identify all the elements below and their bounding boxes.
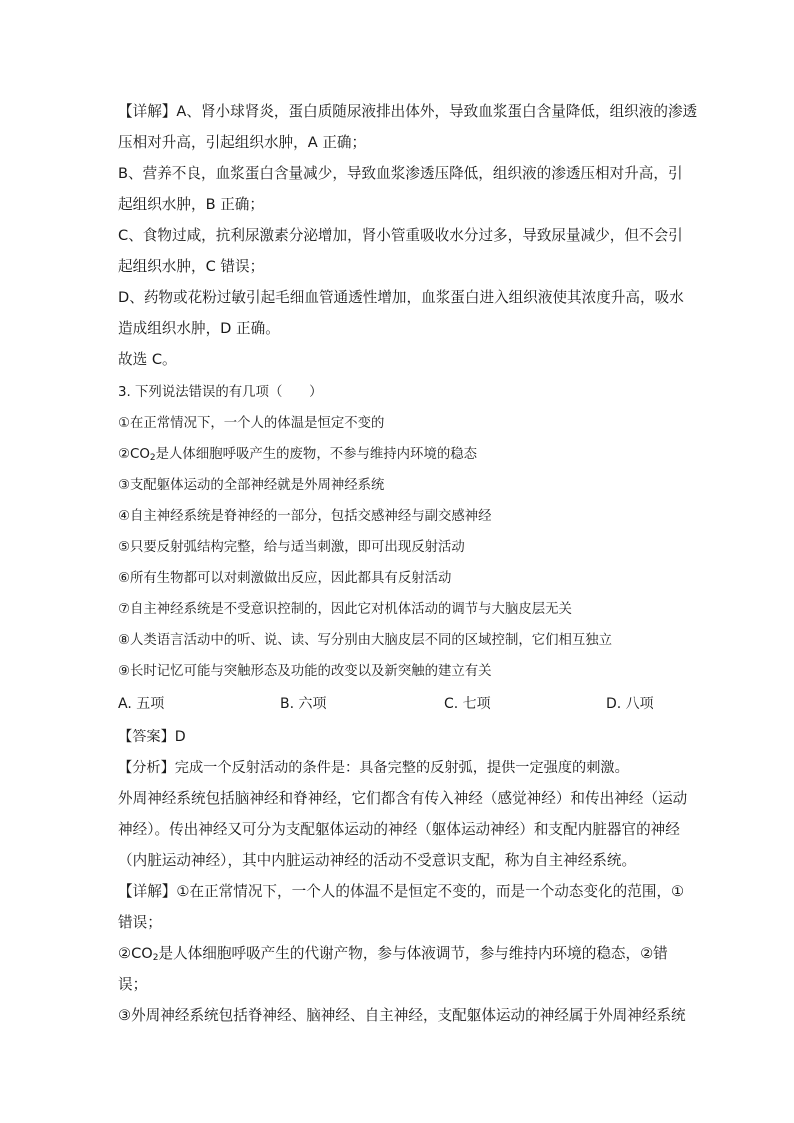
detail-line: C、食物过咸，抗利尿激素分泌增加，肾小管重吸收水分过多，导致尿量减少，但不会引 [118,227,683,244]
option-b: B. 六项 [280,696,327,712]
detail-line: 起组织水肿，C 错误； [118,258,265,275]
detail-line: 压相对升高，引起组织水肿，A 正确； [118,134,367,151]
option-c: C. 七项 [444,696,491,712]
statement-5: ⑤只要反射弧结构完整，给与适当刺激，即可出现反射活动 [118,540,465,555]
detail-line: 错误； [118,914,162,931]
statement-2: $②CO_2$是人体细胞呼吸产生的废物，不参与维持内环境的稳态 [118,447,478,463]
option-a: A. 五项 [118,696,165,712]
detail-line: $②CO_2$是人体细胞呼吸产生的代谢产物，参与体液调节，参与维持内环境的稳态，②错 [118,945,668,963]
statement-9: ⑨长时记忆可能与突触形态及功能的改变以及新突触的建立有关 [118,664,492,679]
statement-7: ⑦自主神经系统是不受意识控制的，因此它对机体活动的调节与大脑皮层无关 [118,602,572,617]
detail-line: 【详解】A、肾小球肾炎，蛋白质随尿液排出体外，导致血浆蛋白含量降低，组织液的渗透 [118,103,698,120]
option-d: D. 八项 [606,696,654,712]
answer-line: 【答案】D [118,729,186,745]
question-stem: 3. 下列说法错误的有几项（ ） [118,385,323,400]
analysis-line: 外周神经系统包括脑神经和脊神经，它们都含有传入神经（感觉神经）和传出神经（运动 [118,790,688,807]
detail-line: 起组织水肿，B 正确； [118,196,264,213]
analysis-line: 神经）。传出神经又可分为支配躯体运动的神经（躯体运动神经）和支配内脏器官的神经 [118,821,680,838]
detail-line: D、药物或花粉过敏引起毛细血管通透性增加，血浆蛋白进入组织液使其浓度升高，吸水 [118,289,684,306]
detail-line: 【详解】①在正常情况下，一个人的体温不是恒定不变的，而是一个动态变化的范围，① [118,883,685,900]
statement-1: ①在正常情况下，一个人的体温是恒定不变的 [118,416,385,431]
detail-line: B、营养不良，血浆蛋白含量减少，导致血浆渗透压降低，组织液的渗透压相对升高，引 [118,165,683,182]
detail-line: 造成组织水肿，D 正确。 [118,320,280,337]
analysis-line: （内脏运动神经），其中内脏运动神经的活动不受意识支配，称为自主神经系统。 [118,852,637,869]
statement-4: ④自主神经系统是脊神经的一部分，包括交感神经与副交感神经 [118,509,492,524]
statement-3: ③支配躯体运动的全部神经就是外周神经系统 [118,478,385,493]
analysis-line: 【分析】完成一个反射活动的条件是：具备完整的反射弧，提供一定强度的刺激。 [118,760,629,776]
statement-8: ⑧人类语言活动中的听、说、读、写分别由大脑皮层不同的区域控制，它们相互独立 [118,633,613,648]
conclusion-line: 故选 C。 [118,351,177,368]
statement-6: ⑥所有生物都可以对刺激做出反应，因此都具有反射活动 [118,571,452,586]
detail-line: 误； [118,976,148,993]
detail-line: ③外周神经系统包括脊神经、脑神经、自主神经，支配躯体运动的神经属于外周神经系统 [118,1007,686,1024]
